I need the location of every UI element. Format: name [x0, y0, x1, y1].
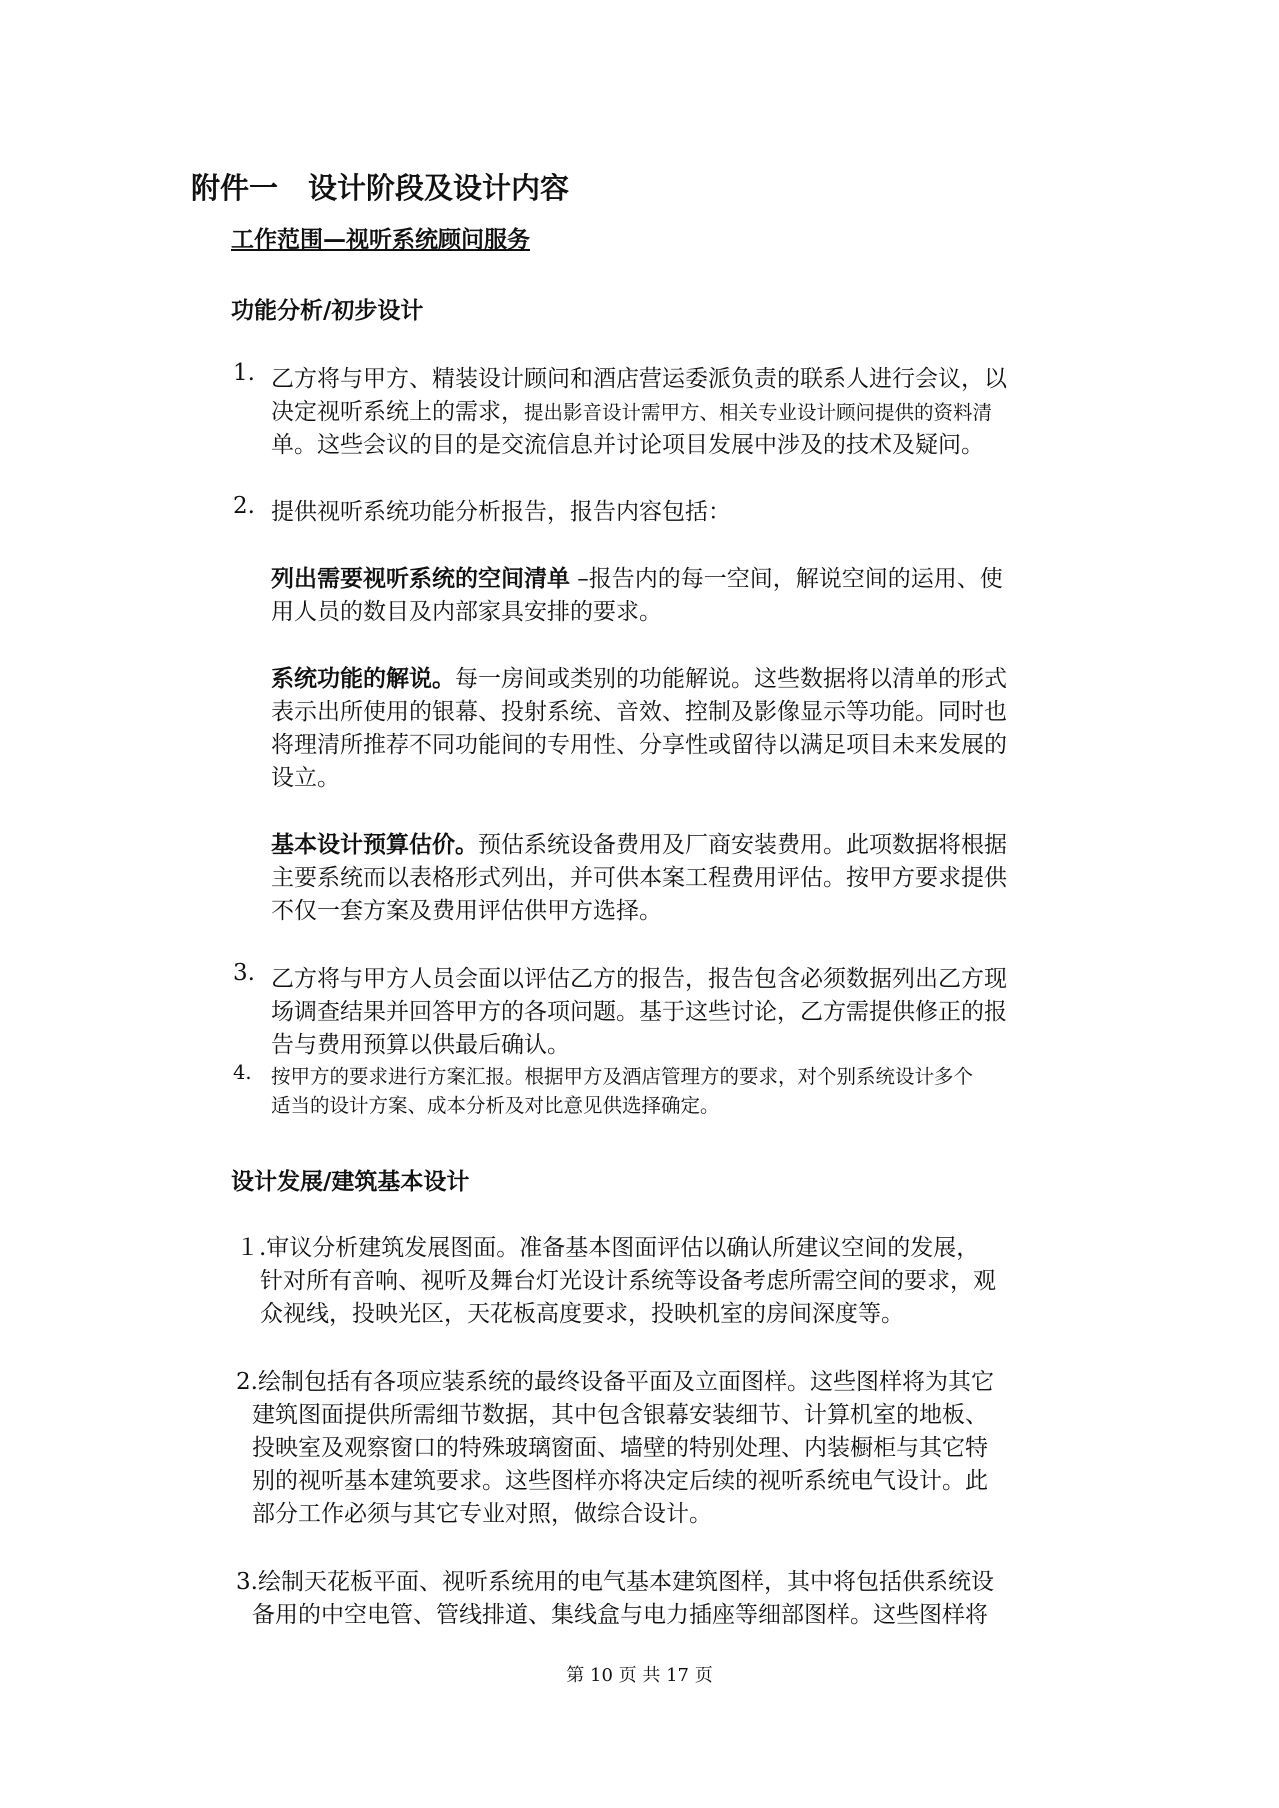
- section-title-design-development: 设计发展/建筑基本设计: [231, 1169, 470, 1195]
- text-line: 3.绘制天花板平面、视听系统用的电气基本建筑图样，其中将包括供系统设: [236, 1569, 994, 1595]
- text-line: 部分工作必须与其它专业对照，做综合设计。: [252, 1501, 712, 1527]
- list-number: 3.: [233, 960, 255, 986]
- text-line: 适当的设计方案、成本分析及对比意见供选择确定。: [271, 1094, 720, 1117]
- text-line: 建筑图面提供所需细节数据，其中包含银幕安装细节、计算机室的地板、: [252, 1402, 988, 1428]
- text-line: 按甲方的要求进行方案汇报。根据甲方及酒店管理方的要求，对个别系统设计多个: [271, 1065, 974, 1088]
- text-line: 设立。: [271, 765, 340, 791]
- text-line: 主要系统而以表格形式列出，并可供本案工程费用评估。按甲方要求提供: [271, 865, 1007, 891]
- scope-heading: 工作范围—视听系统顾问服务: [231, 227, 530, 253]
- text-line: 不仅一套方案及费用评估供甲方选择。: [271, 898, 662, 924]
- text-line: [271, 393, 992, 426]
- text-line: 场调查结果并回答甲方的各项问题。基于这些讨论，乙方需提供修正的报: [271, 999, 1007, 1025]
- text-line: 乙方将与甲方、精装设计顾问和酒店营运委派负责的联系人进行会议，以: [271, 366, 1007, 392]
- text-span: 预估系统设备费用及厂商安装费用。此项数据将根据: [478, 832, 1007, 858]
- list-number: 2.: [233, 493, 255, 519]
- text-line: 别的视听基本建筑要求。这些图样亦将决定后续的视听系统电气设计。此: [252, 1468, 988, 1494]
- text-line: 投映室及观察窗口的特殊玻璃窗面、墙壁的特别处理、内装橱柜与其它特: [252, 1435, 988, 1461]
- bold-term: 基本设计预算估价。: [271, 832, 478, 858]
- list-number: 1.: [233, 360, 255, 386]
- appendix-title: [191, 166, 569, 207]
- section-title-functional-analysis: 功能分析/初步设计: [231, 298, 424, 324]
- text-line: [271, 560, 1003, 593]
- text-line: 提供视听系统功能分析报告，报告内容包括：: [271, 499, 731, 525]
- appendix-title-number: 附件一: [191, 171, 279, 205]
- text-line: 众视线，投映光区，天花板高度要求，投映机室的房间深度等。: [260, 1301, 904, 1327]
- text-line: 备用的中空电管、管线排道、集线盒与电力插座等细部图样。这些图样将: [252, 1602, 988, 1628]
- bold-term: 列出需要视听系统的空间清单: [271, 566, 570, 592]
- text-line: 乙方将与甲方人员会面以评估乙方的报告，报告包含必须数据列出乙方现: [271, 966, 1007, 992]
- text-line: 针对所有音响、视听及舞台灯光设计系统等设备考虑所需空间的要求，观: [260, 1268, 996, 1294]
- text-span: –报告内的每一空间，解说空间的运用、使: [570, 566, 1003, 592]
- text-span: 决定视听系统上的需求，: [271, 399, 524, 425]
- text-span: 每一房间或类别的功能解说。这些数据将以清单的形式: [455, 666, 1007, 692]
- page-number-footer: 第 10 页 共 17 页: [566, 1665, 713, 1686]
- text-line: 用人员的数目及内部家具安排的要求。: [271, 599, 662, 625]
- text-line: 告与费用预算以供最后确认。: [271, 1032, 570, 1058]
- text-line: [271, 660, 1007, 693]
- text-line: 单。这些会议的目的是交流信息并讨论项目发展中涉及的技术及疑问。: [271, 432, 984, 458]
- list-number: 4.: [233, 1061, 252, 1084]
- text-span: 提出影音设计需甲方、相关专业设计顾问提供的资料清: [524, 401, 993, 424]
- bold-term: 系统功能的解说。: [271, 666, 455, 692]
- text-line: 2.绘制包括有各项应装系统的最终设备平面及立面图样。这些图样将为其它: [236, 1369, 994, 1395]
- appendix-title-text: 设计阶段及设计内容: [308, 171, 570, 205]
- text-line: 表示出所使用的银幕、投射系统、音效、控制及影像显示等功能。同时也: [271, 699, 1007, 725]
- text-line: [271, 826, 1007, 859]
- text-line: 将理清所推荐不同功能间的专用性、分享性或留待以满足项目未来发展的: [271, 732, 1007, 758]
- text-line: １.审议分析建筑发展图面。准备基本图面评估以确认所建议空间的发展，: [236, 1235, 980, 1261]
